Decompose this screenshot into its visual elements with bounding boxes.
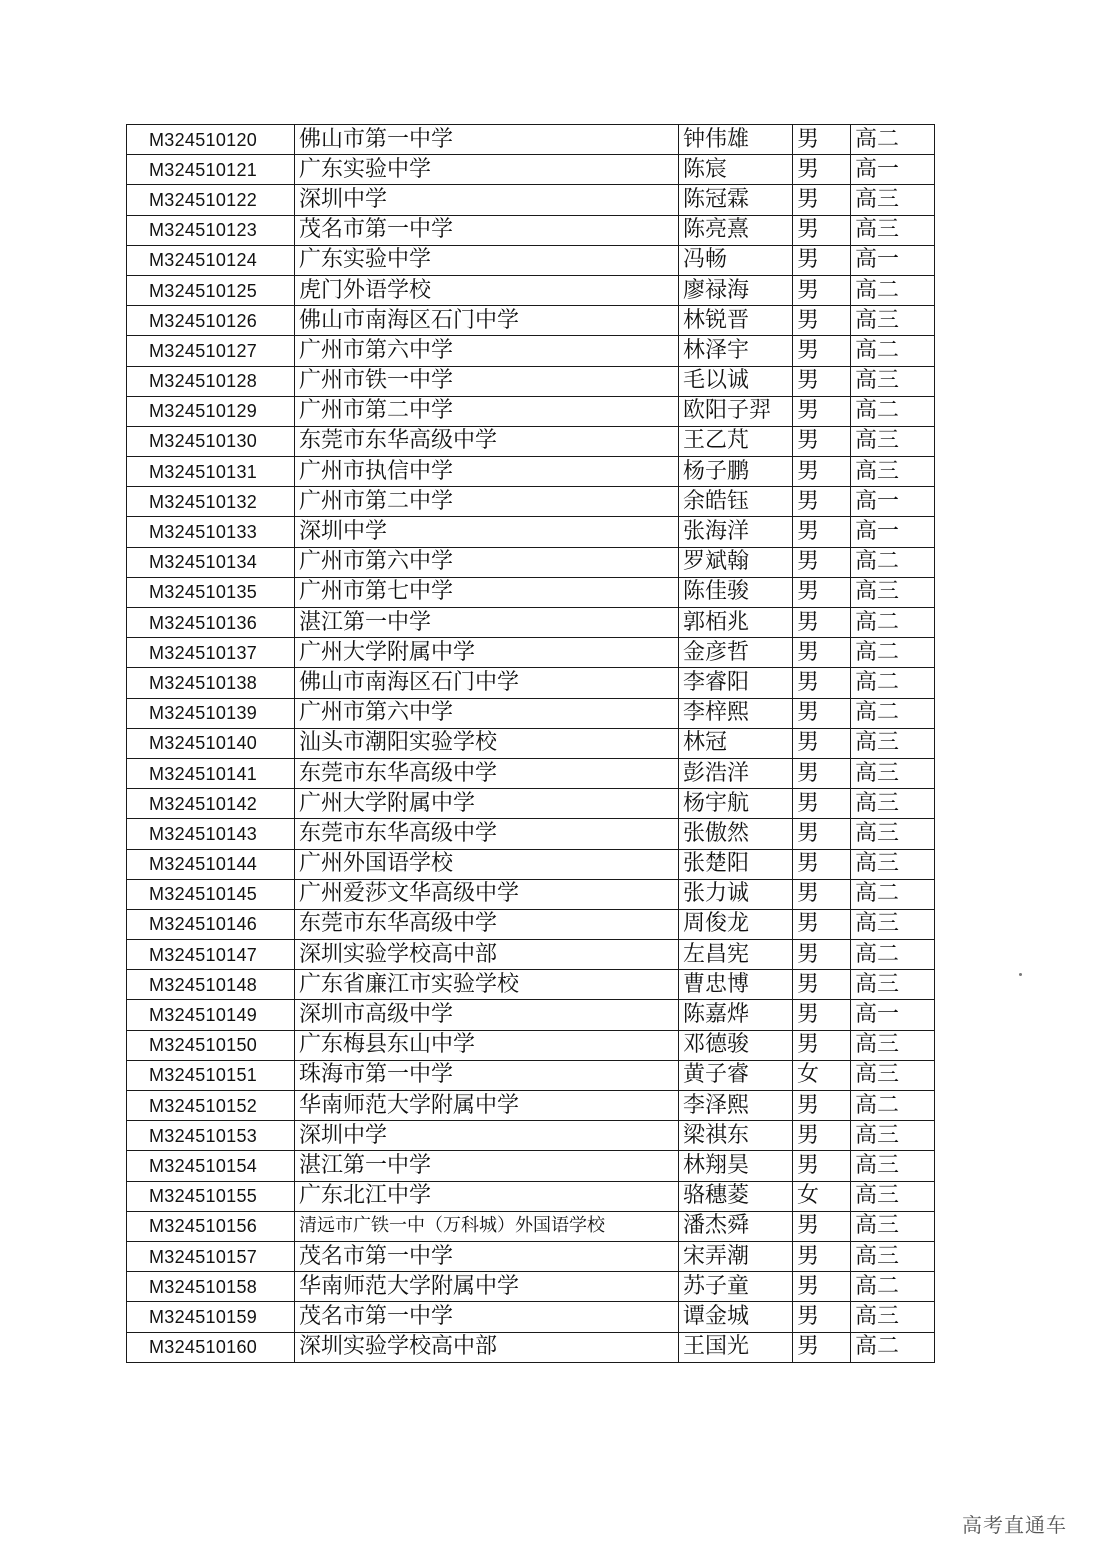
candidate-id-cell: M324510156 — [127, 1211, 295, 1241]
school-cell: 东莞市东华高级中学 — [295, 426, 679, 456]
student-name-cell: 骆穗菱 — [679, 1181, 793, 1211]
student-name-cell: 钟伟雄 — [679, 125, 793, 155]
student-name-cell: 李睿阳 — [679, 668, 793, 698]
candidate-id-cell: M324510146 — [127, 909, 295, 939]
gender-cell: 男 — [793, 1151, 851, 1181]
table-row — [127, 366, 935, 396]
grade-cell: 高一 — [851, 517, 935, 547]
student-name-cell: 余皓钰 — [679, 487, 793, 517]
grade-cell: 高二 — [851, 638, 935, 668]
candidate-id-cell: M324510144 — [127, 849, 295, 879]
gender-cell: 男 — [793, 487, 851, 517]
grade-cell: 高二 — [851, 396, 935, 426]
table-row — [127, 155, 935, 185]
candidate-id-cell: M324510128 — [127, 366, 295, 396]
school-cell: 华南师范大学附属中学 — [295, 1091, 679, 1121]
school-cell: 深圳中学 — [295, 185, 679, 215]
grade-cell: 高三 — [851, 849, 935, 879]
table-row — [127, 1000, 935, 1030]
student-name-cell: 林冠 — [679, 728, 793, 758]
grade-cell: 高三 — [851, 366, 935, 396]
table-body — [127, 125, 935, 1363]
student-name-cell: 李梓熙 — [679, 698, 793, 728]
school-cell: 深圳市高级中学 — [295, 1000, 679, 1030]
gender-cell: 男 — [793, 909, 851, 939]
school-cell: 广东省廉江市实验学校 — [295, 970, 679, 1000]
school-cell: 汕头市潮阳实验学校 — [295, 728, 679, 758]
gender-cell: 男 — [793, 336, 851, 366]
grade-cell: 高三 — [851, 789, 935, 819]
table-row — [127, 668, 935, 698]
gender-cell: 男 — [793, 879, 851, 909]
student-name-cell: 曹忠博 — [679, 970, 793, 1000]
scan-speck — [1019, 973, 1022, 976]
grade-cell: 高二 — [851, 879, 935, 909]
candidate-id-cell: M324510151 — [127, 1060, 295, 1090]
school-cell: 广州外国语学校 — [295, 849, 679, 879]
gender-cell: 女 — [793, 1060, 851, 1090]
table-row — [127, 608, 935, 638]
school-cell: 广州市第七中学 — [295, 577, 679, 607]
student-name-cell: 谭金城 — [679, 1302, 793, 1332]
table-row — [127, 1091, 935, 1121]
table-row — [127, 517, 935, 547]
gender-cell: 男 — [793, 1302, 851, 1332]
gender-cell: 男 — [793, 758, 851, 788]
gender-cell: 男 — [793, 215, 851, 245]
school-cell: 广东北江中学 — [295, 1181, 679, 1211]
school-cell: 广东实验中学 — [295, 245, 679, 275]
candidate-id-cell: M324510133 — [127, 517, 295, 547]
gender-cell: 男 — [793, 426, 851, 456]
grade-cell: 高三 — [851, 306, 935, 336]
student-name-cell: 邓德骏 — [679, 1030, 793, 1060]
table-row — [127, 1151, 935, 1181]
school-cell: 深圳中学 — [295, 1121, 679, 1151]
gender-cell: 男 — [793, 396, 851, 426]
school-cell: 广州市第六中学 — [295, 698, 679, 728]
school-cell: 茂名市第一中学 — [295, 215, 679, 245]
student-name-cell: 林翔昊 — [679, 1151, 793, 1181]
gender-cell: 男 — [793, 668, 851, 698]
candidate-id-cell: M324510145 — [127, 879, 295, 909]
student-name-cell: 张海洋 — [679, 517, 793, 547]
grade-cell: 高三 — [851, 970, 935, 1000]
gender-cell: 男 — [793, 1030, 851, 1060]
grade-cell: 高三 — [851, 819, 935, 849]
table-row — [127, 396, 935, 426]
school-cell: 广州爱莎文华高级中学 — [295, 879, 679, 909]
grade-cell: 高二 — [851, 336, 935, 366]
candidate-id-cell: M324510141 — [127, 758, 295, 788]
candidate-id-cell: M324510120 — [127, 125, 295, 155]
gender-cell: 男 — [793, 125, 851, 155]
school-cell: 广州大学附属中学 — [295, 638, 679, 668]
table-row — [127, 1332, 935, 1362]
table-row — [127, 185, 935, 215]
gender-cell: 男 — [793, 457, 851, 487]
school-cell: 深圳实验学校高中部 — [295, 1332, 679, 1362]
student-name-cell: 陈嘉烨 — [679, 1000, 793, 1030]
grade-cell: 高二 — [851, 668, 935, 698]
student-name-cell: 潘杰舜 — [679, 1211, 793, 1241]
gender-cell: 男 — [793, 366, 851, 396]
school-cell: 广州市第六中学 — [295, 547, 679, 577]
candidate-id-cell: M324510142 — [127, 789, 295, 819]
candidate-id-cell: M324510149 — [127, 1000, 295, 1030]
grade-cell: 高三 — [851, 758, 935, 788]
gender-cell: 男 — [793, 275, 851, 305]
grade-cell: 高三 — [851, 1241, 935, 1271]
table-row — [127, 909, 935, 939]
school-cell: 佛山市南海区石门中学 — [295, 306, 679, 336]
table-row — [127, 426, 935, 456]
table-row — [127, 1302, 935, 1332]
grade-cell: 高二 — [851, 1091, 935, 1121]
gender-cell: 男 — [793, 970, 851, 1000]
table-row — [127, 879, 935, 909]
school-cell: 虎门外语学校 — [295, 275, 679, 305]
candidate-id-cell: M324510123 — [127, 215, 295, 245]
candidate-id-cell: M324510148 — [127, 970, 295, 1000]
grade-cell: 高三 — [851, 909, 935, 939]
grade-cell: 高三 — [851, 728, 935, 758]
gender-cell: 男 — [793, 819, 851, 849]
student-name-cell: 林泽宇 — [679, 336, 793, 366]
grade-cell: 高一 — [851, 487, 935, 517]
gender-cell: 男 — [793, 577, 851, 607]
gender-cell: 男 — [793, 1241, 851, 1271]
table-row — [127, 245, 935, 275]
gender-cell: 男 — [793, 1332, 851, 1362]
candidate-id-cell: M324510135 — [127, 577, 295, 607]
grade-cell: 高三 — [851, 1030, 935, 1060]
gender-cell: 男 — [793, 698, 851, 728]
gender-cell: 男 — [793, 306, 851, 336]
grade-cell: 高一 — [851, 1000, 935, 1030]
student-name-cell: 黄子睿 — [679, 1060, 793, 1090]
table-row — [127, 1060, 935, 1090]
table-row — [127, 1272, 935, 1302]
candidate-id-cell: M324510152 — [127, 1091, 295, 1121]
gender-cell: 男 — [793, 1000, 851, 1030]
table-row — [127, 970, 935, 1000]
grade-cell: 高三 — [851, 1151, 935, 1181]
table-row — [127, 638, 935, 668]
candidate-id-cell: M324510139 — [127, 698, 295, 728]
gender-cell: 男 — [793, 1121, 851, 1151]
grade-cell: 高二 — [851, 1272, 935, 1302]
gender-cell: 男 — [793, 517, 851, 547]
candidate-id-cell: M324510125 — [127, 275, 295, 305]
student-name-cell: 张傲然 — [679, 819, 793, 849]
student-name-cell: 陈亮熹 — [679, 215, 793, 245]
gender-cell: 男 — [793, 245, 851, 275]
table-row — [127, 1030, 935, 1060]
candidate-id-cell: M324510121 — [127, 155, 295, 185]
candidate-id-cell: M324510126 — [127, 306, 295, 336]
student-name-cell: 王国光 — [679, 1332, 793, 1362]
grade-cell: 高三 — [851, 1211, 935, 1241]
candidate-id-cell: M324510136 — [127, 608, 295, 638]
table-row — [127, 789, 935, 819]
grade-cell: 高三 — [851, 1181, 935, 1211]
gender-cell: 男 — [793, 728, 851, 758]
candidate-id-cell: M324510127 — [127, 336, 295, 366]
table-row — [127, 1211, 935, 1241]
table-row — [127, 1241, 935, 1271]
school-cell: 深圳中学 — [295, 517, 679, 547]
school-cell: 佛山市南海区石门中学 — [295, 668, 679, 698]
candidate-id-cell: M324510137 — [127, 638, 295, 668]
watermark-text: 高考直通车 — [962, 1513, 1067, 1537]
student-name-cell: 欧阳子羿 — [679, 396, 793, 426]
student-name-cell: 彭浩洋 — [679, 758, 793, 788]
student-name-cell: 周俊龙 — [679, 909, 793, 939]
school-cell: 广州大学附属中学 — [295, 789, 679, 819]
candidate-id-cell: M324510130 — [127, 426, 295, 456]
gender-cell: 男 — [793, 608, 851, 638]
table-row — [127, 487, 935, 517]
candidate-id-cell: M324510155 — [127, 1181, 295, 1211]
candidate-id-cell: M324510143 — [127, 819, 295, 849]
school-cell: 佛山市第一中学 — [295, 125, 679, 155]
student-name-cell: 张楚阳 — [679, 849, 793, 879]
student-name-cell: 宋弄潮 — [679, 1241, 793, 1271]
grade-cell: 高一 — [851, 245, 935, 275]
gender-cell: 女 — [793, 1181, 851, 1211]
student-name-cell: 金彦哲 — [679, 638, 793, 668]
student-name-cell: 杨子鹏 — [679, 457, 793, 487]
grade-cell: 高二 — [851, 275, 935, 305]
grade-cell: 高三 — [851, 1302, 935, 1332]
student-name-cell: 陈佳骏 — [679, 577, 793, 607]
candidate-id-cell: M324510153 — [127, 1121, 295, 1151]
grade-cell: 高三 — [851, 577, 935, 607]
candidate-id-cell: M324510154 — [127, 1151, 295, 1181]
school-cell: 广州市第二中学 — [295, 396, 679, 426]
table-row — [127, 1121, 935, 1151]
school-cell: 广东实验中学 — [295, 155, 679, 185]
student-name-cell: 廖禄海 — [679, 275, 793, 305]
candidate-id-cell: M324510157 — [127, 1241, 295, 1271]
school-cell: 广州市第六中学 — [295, 336, 679, 366]
student-name-cell: 郭栢兆 — [679, 608, 793, 638]
table-row — [127, 125, 935, 155]
grade-cell: 高二 — [851, 1332, 935, 1362]
candidate-id-cell: M324510134 — [127, 547, 295, 577]
table-row — [127, 758, 935, 788]
school-cell: 华南师范大学附属中学 — [295, 1272, 679, 1302]
table-row — [127, 547, 935, 577]
gender-cell: 男 — [793, 155, 851, 185]
school-cell: 茂名市第一中学 — [295, 1241, 679, 1271]
grade-cell: 高三 — [851, 215, 935, 245]
table-row — [127, 306, 935, 336]
grade-cell: 高二 — [851, 698, 935, 728]
school-cell: 茂名市第一中学 — [295, 1302, 679, 1332]
school-cell: 珠海市第一中学 — [295, 1060, 679, 1090]
student-name-cell: 林锐晋 — [679, 306, 793, 336]
candidate-id-cell: M324510129 — [127, 396, 295, 426]
grade-cell: 高三 — [851, 1060, 935, 1090]
gender-cell: 男 — [793, 1091, 851, 1121]
grade-cell: 高二 — [851, 547, 935, 577]
school-cell: 东莞市东华高级中学 — [295, 819, 679, 849]
school-cell: 东莞市东华高级中学 — [295, 909, 679, 939]
table-row — [127, 819, 935, 849]
student-name-cell: 冯畅 — [679, 245, 793, 275]
student-name-cell: 张力诚 — [679, 879, 793, 909]
table-row — [127, 698, 935, 728]
gender-cell: 男 — [793, 1211, 851, 1241]
student-name-cell: 苏子童 — [679, 1272, 793, 1302]
student-name-cell: 陈宸 — [679, 155, 793, 185]
table-row — [127, 577, 935, 607]
grade-cell: 高二 — [851, 940, 935, 970]
grade-cell: 高三 — [851, 426, 935, 456]
gender-cell: 男 — [793, 789, 851, 819]
school-cell: 广东梅县东山中学 — [295, 1030, 679, 1060]
school-cell: 东莞市东华高级中学 — [295, 758, 679, 788]
grade-cell: 高一 — [851, 155, 935, 185]
school-cell: 清远市广铁一中（万科城）外国语学校 — [295, 1211, 679, 1241]
table-row — [127, 728, 935, 758]
candidate-id-cell: M324510138 — [127, 668, 295, 698]
student-name-cell: 左昌宪 — [679, 940, 793, 970]
gender-cell: 男 — [793, 940, 851, 970]
table-row — [127, 336, 935, 366]
grade-cell: 高三 — [851, 185, 935, 215]
student-name-cell: 王乙芃 — [679, 426, 793, 456]
student-name-cell: 陈冠霖 — [679, 185, 793, 215]
candidate-id-cell: M324510159 — [127, 1302, 295, 1332]
student-list-table — [126, 124, 935, 1363]
school-cell: 广州市铁一中学 — [295, 366, 679, 396]
school-cell: 深圳实验学校高中部 — [295, 940, 679, 970]
student-name-cell: 杨宇航 — [679, 789, 793, 819]
gender-cell: 男 — [793, 547, 851, 577]
table-row — [127, 849, 935, 879]
table-row — [127, 457, 935, 487]
school-cell: 广州市执信中学 — [295, 457, 679, 487]
student-name-cell: 毛以诚 — [679, 366, 793, 396]
table-row — [127, 275, 935, 305]
gender-cell: 男 — [793, 185, 851, 215]
school-cell: 广州市第二中学 — [295, 487, 679, 517]
candidate-id-cell: M324510150 — [127, 1030, 295, 1060]
student-name-cell: 李泽熙 — [679, 1091, 793, 1121]
school-cell: 湛江第一中学 — [295, 1151, 679, 1181]
gender-cell: 男 — [793, 1272, 851, 1302]
table-row — [127, 940, 935, 970]
student-name-cell: 罗斌翰 — [679, 547, 793, 577]
candidate-id-cell: M324510160 — [127, 1332, 295, 1362]
candidate-id-cell: M324510147 — [127, 940, 295, 970]
grade-cell: 高三 — [851, 1121, 935, 1151]
table-row — [127, 1181, 935, 1211]
candidate-id-cell: M324510131 — [127, 457, 295, 487]
candidate-id-cell: M324510158 — [127, 1272, 295, 1302]
candidate-id-cell: M324510122 — [127, 185, 295, 215]
gender-cell: 男 — [793, 638, 851, 668]
student-name-cell: 梁祺东 — [679, 1121, 793, 1151]
gender-cell: 男 — [793, 849, 851, 879]
table-row — [127, 215, 935, 245]
candidate-id-cell: M324510140 — [127, 728, 295, 758]
school-cell: 湛江第一中学 — [295, 608, 679, 638]
candidate-id-cell: M324510132 — [127, 487, 295, 517]
grade-cell: 高三 — [851, 457, 935, 487]
grade-cell: 高二 — [851, 125, 935, 155]
candidate-id-cell: M324510124 — [127, 245, 295, 275]
grade-cell: 高二 — [851, 608, 935, 638]
